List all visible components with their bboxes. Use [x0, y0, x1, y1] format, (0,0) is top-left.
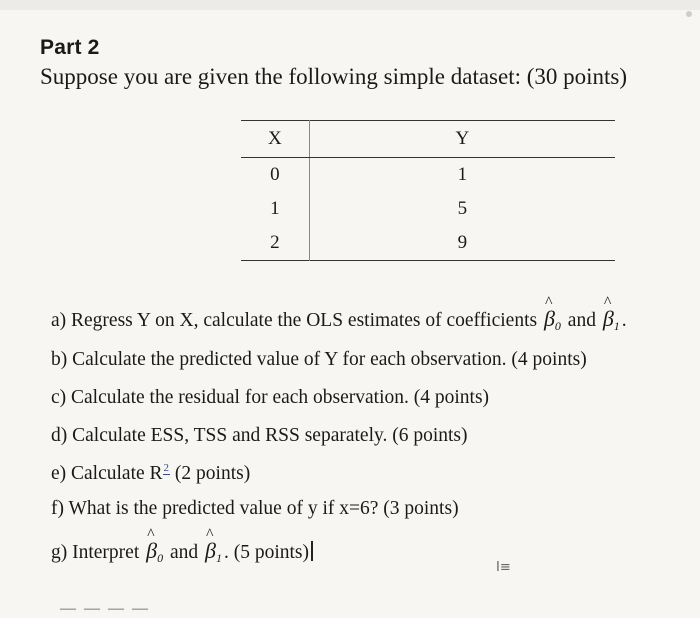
period: . — [621, 310, 627, 331]
hat-mark: ^ — [147, 526, 155, 543]
question-e-text: e) Calculate R — [51, 463, 163, 484]
cell-x: 2 — [241, 226, 309, 261]
question-a — [51, 294, 627, 334]
question-a-text: a) Regress Y on X, calculate the OLS estimates of coefficients — [51, 310, 538, 331]
cut-off-text: — — — — — [60, 600, 150, 617]
question-d: d) Calculate ESS, TSS and RSS separately. (6 points) — [51, 425, 468, 446]
and-word: and — [169, 542, 199, 563]
beta-letter: β — [146, 538, 158, 563]
cell-y: 1 — [457, 164, 468, 185]
hat-mark: ^ — [544, 294, 553, 311]
question-f: f) What is the predicted value of y if x=6? (3 points) — [51, 498, 459, 519]
intro-text: Suppose you are given the following simple dataset: (30 points) — [40, 64, 628, 89]
question-e-points: (2 points) — [170, 463, 251, 484]
and-word: and — [567, 310, 596, 331]
question-g-text: g) Interpret — [51, 542, 140, 563]
beta-letter: β — [602, 306, 614, 331]
r-squared-superscript: 2 — [163, 462, 170, 474]
table-header-row — [241, 121, 615, 158]
cell-x: 0 — [241, 158, 309, 193]
part-title: Part 2 — [40, 36, 100, 59]
text-cursor — [311, 541, 313, 561]
table-row — [241, 226, 615, 261]
question-g — [51, 526, 313, 566]
header-y: Y — [309, 121, 615, 158]
subscript-1: 1 — [613, 319, 620, 333]
cell-x: 1 — [241, 192, 309, 226]
question-g-points: . (5 points) — [223, 542, 310, 563]
hat-mark: ^ — [603, 294, 612, 311]
cell-y: 5 — [457, 198, 468, 219]
beta-letter: β — [543, 306, 555, 331]
ibeam-cursor-icon: I≡ — [496, 560, 511, 575]
subscript-0: 0 — [554, 319, 561, 333]
dataset-table — [241, 120, 615, 261]
subscript-1: 1 — [215, 551, 222, 565]
question-e — [51, 462, 250, 485]
beta-1-symbol — [601, 294, 622, 334]
top-edge-strip — [0, 0, 700, 10]
subscript-0: 0 — [157, 551, 164, 565]
cell-y: 9 — [457, 232, 468, 253]
table-row — [241, 192, 615, 226]
header-x: X — [241, 121, 309, 158]
beta-0-symbol — [542, 294, 563, 334]
beta-letter: β — [205, 538, 216, 563]
question-c: c) Calculate the residual for each observation. (4 points) — [51, 387, 490, 408]
question-b: b) Calculate the predicted value of Y for each observation. (4 points) — [51, 349, 587, 370]
corner-dot — [686, 11, 692, 17]
beta-0-symbol — [144, 526, 165, 566]
table-row — [241, 158, 615, 193]
beta-1-symbol — [203, 526, 224, 566]
hat-mark: ^ — [206, 526, 214, 543]
